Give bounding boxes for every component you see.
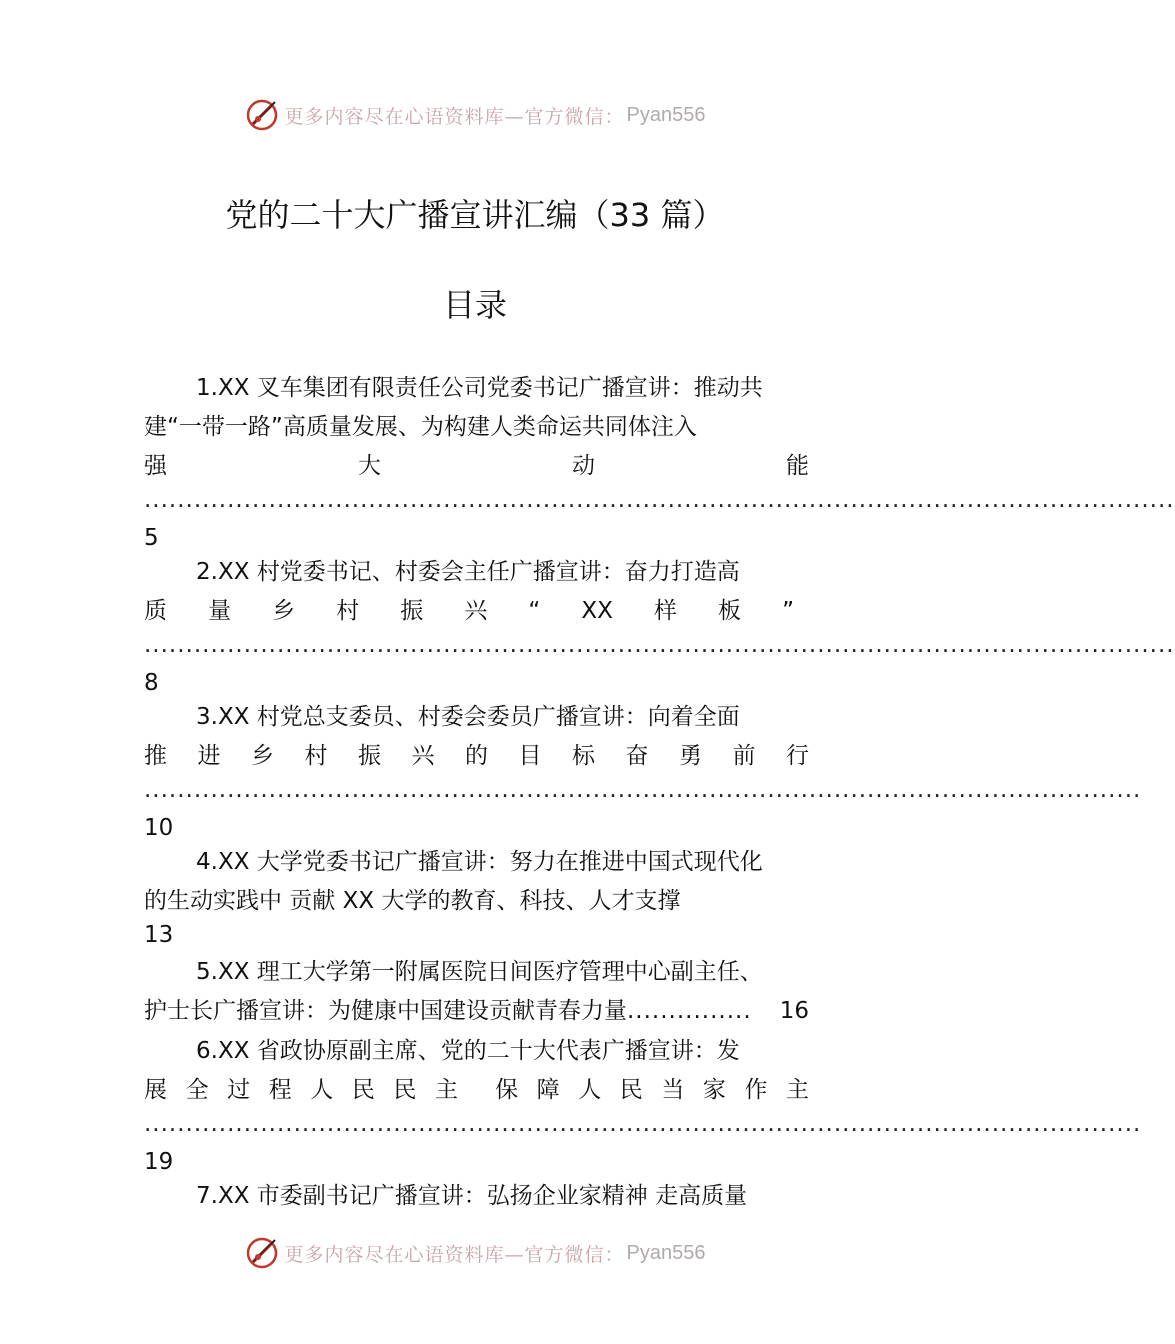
toc-heading: 目录 — [442, 286, 507, 324]
toc-entry[interactable] — [144, 953, 809, 1031]
toc-page-number: 16 — [779, 998, 809, 1024]
toc-leader-dots: ........................................................................................................................ — [144, 1111, 1142, 1137]
document-title: 党的二十大广播宣讲汇编（33 篇） — [225, 196, 725, 234]
toc-char: 保 — [495, 1077, 519, 1103]
toc-char: 程 — [268, 1077, 292, 1103]
toc-char: “ — [528, 598, 541, 624]
watermark-header — [0, 95, 950, 135]
toc-entry-title-cont: 建“一带一路”高质量发展、为构建人类命运共同体注入 — [144, 414, 697, 440]
toc-page-number: 8 — [144, 670, 159, 696]
toc-char: 大 — [358, 453, 381, 479]
toc-char: 作 — [744, 1077, 768, 1103]
toc-char: 推 — [144, 743, 167, 769]
toc-char: 民 — [619, 1077, 643, 1103]
toc-char: 标 — [572, 743, 595, 769]
toc-page-number: 5 — [144, 525, 159, 551]
toc-char: 样 — [653, 598, 677, 624]
toc-entry-title-cont — [144, 447, 809, 486]
toc-entry[interactable] — [144, 369, 1175, 556]
toc-char: 民 — [351, 1077, 375, 1103]
toc-char: 障 — [536, 1077, 560, 1103]
toc-char: 村 — [304, 743, 328, 769]
toc-entry[interactable] — [144, 1032, 1142, 1180]
toc-char: 当 — [661, 1077, 685, 1103]
toc-entry-title: 4.XX 大学党委书记广播宣讲：努力在推进中国式现代化 — [196, 849, 763, 875]
toc-entry-title-cont: 的生动实践中 贡献 XX 大学的教育、科技、人才支撑 — [144, 888, 681, 914]
toc-char: 主 — [786, 1077, 809, 1103]
toc-char: 能 — [786, 453, 809, 479]
toc-char: 兴 — [464, 598, 488, 624]
toc-entry-title: 7.XX 市委副书记广播宣讲：弘扬企业家精神 走高质量 — [196, 1183, 748, 1209]
toc-char: 人 — [310, 1077, 334, 1103]
toc-char: 乡 — [272, 598, 296, 624]
toc-char: 全 — [185, 1077, 209, 1103]
watermark-footer — [0, 1233, 950, 1273]
toc-page-number: 13 — [144, 922, 174, 948]
toc-entry-title: 2.XX 村党委书记、村委会主任广播宣讲：奋力打造高 — [196, 559, 740, 585]
watermark-text: 更多内容尽在心语资料库—官方微信： — [284, 1243, 625, 1266]
toc-page-number: 10 — [144, 815, 174, 841]
watermark-wechat-id: Pyan556 — [626, 1241, 706, 1264]
toc-entry[interactable] — [144, 553, 1175, 701]
toc-char: 振 — [400, 598, 424, 624]
toc-char: 质 — [144, 598, 167, 624]
toc-char: 板 — [718, 598, 741, 624]
toc-entry-title-text: 护士长广播宣讲：为健康中国建设贡献青春力量 — [144, 998, 627, 1024]
toc-char: 振 — [358, 743, 381, 769]
toc-char: 行 — [786, 743, 809, 769]
toc-char: 勇 — [679, 743, 702, 769]
toc-char: 主 — [434, 1077, 458, 1103]
toc-entry-title: 1.XX 叉车集团有限责任公司党委书记广播宣讲：推动共 — [196, 375, 763, 401]
toc-entry-title-cont — [144, 992, 809, 1031]
toc-char: 民 — [393, 1077, 417, 1103]
toc-char: 过 — [227, 1077, 251, 1103]
toc-char: 乡 — [251, 743, 274, 769]
toc-entry-title-cont — [144, 1071, 809, 1110]
toc-leader-dots: ............................................................................................................................ — [144, 487, 1175, 513]
toc-char: 村 — [336, 598, 360, 624]
toc-page-number: 19 — [144, 1149, 174, 1175]
toc-char: ” — [782, 598, 794, 624]
toc-char: 进 — [197, 743, 221, 769]
toc-char: 量 — [208, 598, 232, 624]
watermark-wechat-id: Pyan556 — [626, 103, 706, 126]
toc-leader-dots: ............................................................................................................................ — [144, 632, 1175, 658]
toc-char: 的 — [465, 743, 488, 769]
toc-char: 展 — [144, 1077, 167, 1103]
toc-leader-dots: ............... — [627, 998, 752, 1024]
toc-entry-title: 5.XX 理工大学第一附属医院日间医疗管理中心副主任、 — [196, 959, 763, 985]
toc-char: 家 — [702, 1077, 726, 1103]
toc-char: XX — [581, 598, 613, 624]
toc-char: 目 — [518, 743, 542, 769]
toc-char: 人 — [578, 1077, 602, 1103]
quill-logo-icon — [245, 98, 279, 132]
toc-char: 兴 — [411, 743, 435, 769]
toc-char: 奋 — [625, 743, 649, 769]
toc-entry-title: 6.XX 省政协原副主席、党的二十大代表广播宣讲：发 — [196, 1038, 740, 1064]
toc-entry[interactable] — [144, 1177, 809, 1216]
toc-entry-title-cont — [144, 737, 809, 776]
toc-entry-title: 3.XX 村党总支委员、村委会委员广播宣讲：向着全面 — [196, 704, 740, 730]
toc-char: 强 — [144, 453, 167, 479]
toc-entry[interactable] — [144, 843, 809, 953]
toc-char: 动 — [572, 453, 595, 479]
toc-leader-dots: ........................................................................................................................ — [144, 777, 1142, 803]
toc-entry-title-cont — [144, 592, 794, 631]
toc-char: 前 — [732, 743, 756, 769]
toc-entry[interactable] — [144, 698, 1142, 846]
watermark-text: 更多内容尽在心语资料库—官方微信： — [284, 105, 625, 128]
quill-logo-icon — [245, 1236, 279, 1270]
